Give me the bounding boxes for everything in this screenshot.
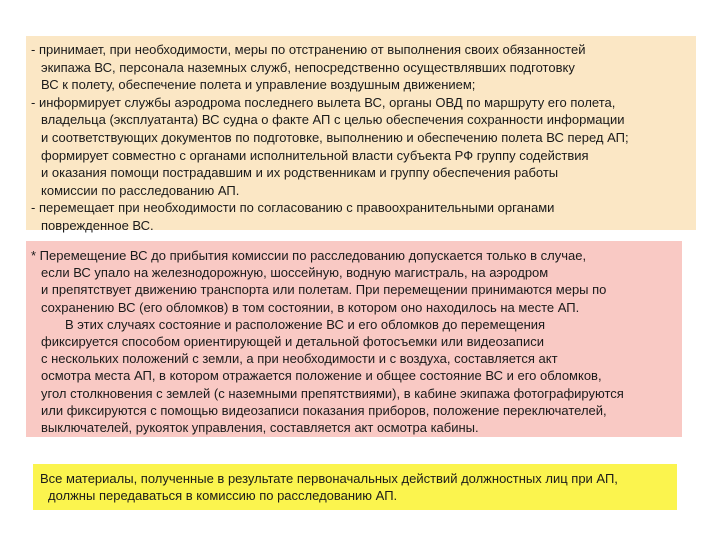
text-line: - перемещает при необходимости по согласованию с правоохранительными органами [31,200,555,216]
main-text-block [26,36,696,233]
text-line: выключателей, рукояток управления, составляется акт осмотра кабины. [41,420,479,436]
text-line: и оказания помощи пострадавшим и их родственникам и группу обеспечения работы [41,165,559,181]
text-line: если ВС упало на железнодорожную, шоссейную, водную магистраль, на аэродром [41,265,549,281]
text-line: и препятствует движению транспорта или полетам. При перемещении принимаются меры по [41,282,607,298]
text-line: * Перемещение ВС до прибытия комиссии по расследованию допускается только в случае, [31,248,587,263]
text-line: поврежденное ВС. [41,217,154,233]
text-line: должны передаваться в комиссию по расследованию АП. [48,488,398,503]
text-line: В этих случаях состояние и расположение ВС и его обломков до перемещения [65,316,546,332]
text-line: формирует совместно с органами исполнительной власти субъекта РФ группу содействия [41,147,589,163]
text-line: - информирует службы аэродрома последнего вылета ВС, органы ОВД по маршруту его полета, [31,94,616,110]
text-line: сохранению ВС (его обломков) в том состоянии, в котором оно находилось на месте АП. [41,299,580,315]
text-line: Все материалы, полученные в результате первоначальных действий должностных лиц при АП, [40,471,618,486]
text-line: комиссии по расследованию АП. [41,182,240,198]
text-line: с нескольких положений с земли, а при необходимости и с воздуха, составляется акт [41,351,558,367]
text-line: экипажа ВС, персонала наземных служб, непосредственно осуществлявших подготовку [41,59,575,75]
text-line: или фиксируются с помощью видеозаписи показания приборов, положение переключателей, [41,402,607,418]
text-line: угол столкновения с землей (с наземными препятствиями), в кабине экипажа фотографируются [41,385,624,401]
text-line: владельца (эксплуатанта) ВС судна о факте АП с целью обеспечения сохранности информации [41,112,625,128]
text-line: и соответствующих документов по подготовке, выполнению и обеспечению полета ВС перед АП; [41,129,629,145]
text-line: осмотра места АП, в котором отражается положение и общее состояние ВС и его обломков, [41,368,602,384]
text-line: ВС к полету, обеспечение полета и управление воздушным движением; [41,77,476,93]
text-line: - принимает, при необходимости, меры по отстранению от выполнения своих обязанностей [31,42,586,57]
note-text-block [26,241,682,437]
text-line: фиксируется способом ориентирующей и детальной фотосъемки или видеозаписи [41,334,544,350]
summary-text-block [33,464,677,510]
